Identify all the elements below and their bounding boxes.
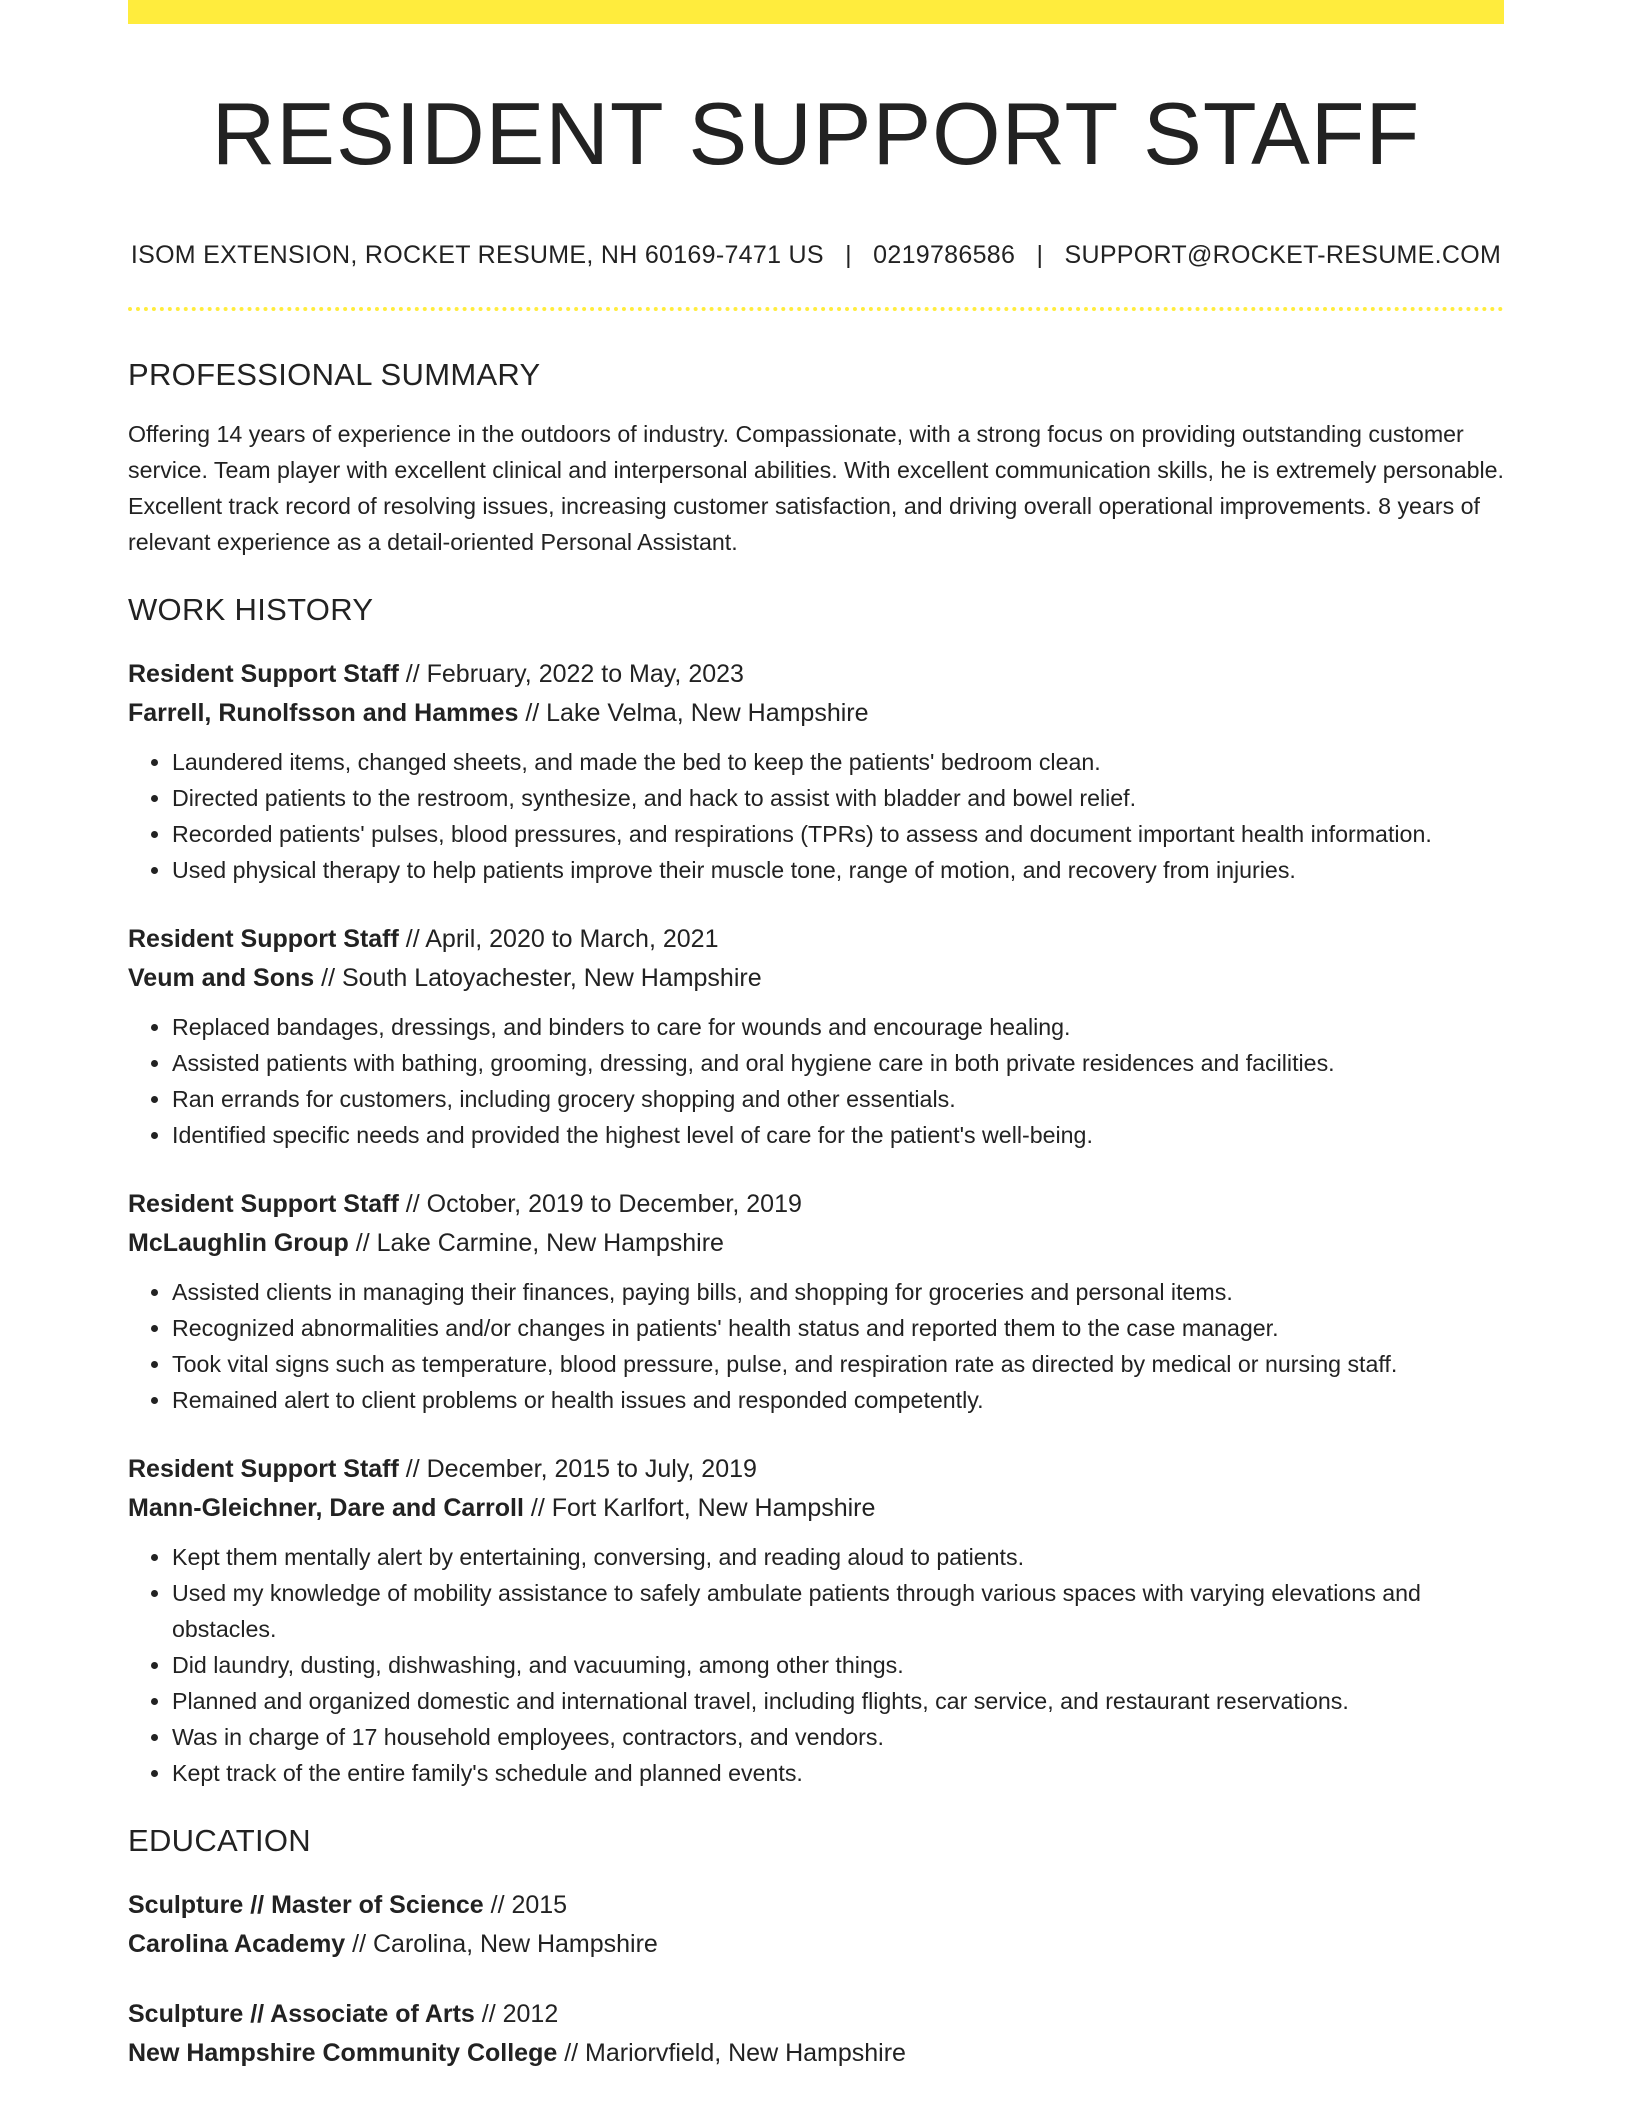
duty-item: • Took vital signs such as temperature, blood pressure, pulse, and respiration rate as directed by medical or nursing staff. xyxy=(172,1346,1504,1382)
duty-item: • Used my knowledge of mobility assistance to safely ambulate patients through various spaces with varying elevations and obstacles. xyxy=(172,1575,1504,1647)
graduation-year: // 2012 xyxy=(474,1999,559,2028)
resume-page xyxy=(128,0,1504,2073)
school-location: // Carolina, New Hampshire xyxy=(345,1929,658,1958)
summary-heading: PROFESSIONAL SUMMARY xyxy=(128,356,541,392)
duty-item: • Ran errands for customers, including grocery shopping and other essentials. xyxy=(172,1081,1504,1117)
job-title-line xyxy=(128,1185,1504,1224)
degree-line xyxy=(128,1995,1504,2034)
degree: Sculpture // Associate of Arts xyxy=(128,1999,475,2028)
duty-item: • Kept track of the entire family's schedule and planned events. xyxy=(172,1755,1504,1791)
job-company: Mann-Gleichner, Dare and Carroll xyxy=(128,1493,524,1522)
job-entry xyxy=(128,1185,1504,1418)
duty-item: • Did laundry, dusting, dishwashing, and vacuuming, among other things. xyxy=(172,1647,1504,1683)
duty-item: • Planned and organized domestic and international travel, including flights, car service, and restaurant reservations. xyxy=(172,1683,1504,1719)
education-entry xyxy=(128,1886,1504,1964)
duty-item: • Assisted clients in managing their finances, paying bills, and shopping for groceries and personal items. xyxy=(172,1274,1504,1310)
job-dates: // February, 2022 to May, 2023 xyxy=(398,659,744,688)
duty-item: • Recognized abnormalities and/or changes in patients' health status and reported them to the case manager. xyxy=(172,1310,1504,1346)
duty-list xyxy=(128,1009,1504,1153)
job-title: Resident Support Staff xyxy=(128,924,399,953)
address: ISOM EXTENSION, ROCKET RESUME, NH 60169-7471 US xyxy=(130,240,824,269)
resume-title: RESIDENT SUPPORT STAFF xyxy=(211,84,1421,183)
job-location: // Lake Carmine, New Hampshire xyxy=(348,1228,724,1257)
job-entry xyxy=(128,920,1504,1153)
duty-item: • Replaced bandages, dressings, and binders to care for wounds and encourage healing. xyxy=(172,1009,1504,1045)
contact-line xyxy=(128,241,1504,270)
job-company-line xyxy=(128,694,1504,733)
duty-item: • Identified specific needs and provided the highest level of care for the patient's well-being. xyxy=(172,1117,1504,1153)
job-dates: // December, 2015 to July, 2019 xyxy=(398,1454,757,1483)
job-entry xyxy=(128,655,1504,888)
school-name: New Hampshire Community College xyxy=(128,2038,558,2067)
duty-list xyxy=(128,1274,1504,1418)
job-location: // South Latoyachester, New Hampshire xyxy=(314,963,762,992)
job-title-line xyxy=(128,920,1504,959)
duty-item: • Remained alert to client problems or health issues and responded competently. xyxy=(172,1382,1504,1418)
job-title: Resident Support Staff xyxy=(128,1454,399,1483)
school-location: // Mariorvfield, New Hampshire xyxy=(557,2038,906,2067)
contact-separator: | xyxy=(845,240,852,269)
phone: 0219786586 xyxy=(873,240,1016,269)
degree-line xyxy=(128,1886,1504,1925)
degree: Sculpture // Master of Science xyxy=(128,1890,484,1919)
duty-list xyxy=(128,1539,1504,1791)
job-title: Resident Support Staff xyxy=(128,659,399,688)
school-line xyxy=(128,2034,1504,2073)
duty-item: • Directed patients to the restroom, synthesize, and hack to assist with bladder and bowel relief. xyxy=(172,780,1504,816)
duty-item: • Kept them mentally alert by entertaining, conversing, and reading aloud to patients. xyxy=(172,1539,1504,1575)
accent-bar xyxy=(128,0,1504,24)
summary-text: Offering 14 years of experience in the outdoors of industry. Compassionate, with a strong focus on providing outstanding customer service. Team player with excellent clinical and interpersonal abilities. With excellent communication skills, he is extremely personable. Excellent track record of resolving issues, increasing customer satisfaction, and driving overall operational improvements. 8 years of relevant experience as a detail-oriented Personal Assistant. xyxy=(128,420,1504,555)
education-entry xyxy=(128,1995,1504,2073)
job-company: McLaughlin Group xyxy=(128,1228,349,1257)
dotted-divider xyxy=(128,307,1504,311)
duty-item: • Used physical therapy to help patients improve their muscle tone, range of motion, and recovery from injuries. xyxy=(172,852,1504,888)
duty-list xyxy=(128,744,1504,888)
duty-item: • Assisted patients with bathing, grooming, dressing, and oral hygiene care in both private residences and facilities. xyxy=(172,1045,1504,1081)
job-company: Veum and Sons xyxy=(128,963,315,992)
job-title: Resident Support Staff xyxy=(128,1189,399,1218)
job-title-line xyxy=(128,655,1504,694)
contact-separator: | xyxy=(1036,240,1044,269)
work-history-heading: WORK HISTORY xyxy=(128,591,374,627)
job-dates: // April, 2020 to March, 2021 xyxy=(398,924,719,953)
job-location: // Fort Karlfort, New Hampshire xyxy=(523,1493,876,1522)
email: SUPPORT@ROCKET-RESUME.COM xyxy=(1064,240,1502,269)
graduation-year: // 2015 xyxy=(483,1890,568,1919)
job-title-line xyxy=(128,1450,1504,1489)
education-heading: EDUCATION xyxy=(128,1822,311,1858)
school-name: Carolina Academy xyxy=(128,1929,346,1958)
job-entry xyxy=(128,1450,1504,1791)
school-line xyxy=(128,1925,1504,1964)
job-location: // Lake Velma, New Hampshire xyxy=(518,698,869,727)
job-company-line xyxy=(128,959,1504,998)
duty-item: • Was in charge of 17 household employees, contractors, and vendors. xyxy=(172,1719,1504,1755)
duty-item: • Recorded patients' pulses, blood pressures, and respirations (TPRs) to assess and document important health information. xyxy=(172,816,1504,852)
job-company-line xyxy=(128,1224,1504,1263)
job-company-line xyxy=(128,1489,1504,1528)
job-company: Farrell, Runolfsson and Hammes xyxy=(128,698,519,727)
duty-item: • Laundered items, changed sheets, and made the bed to keep the patients' bedroom clean. xyxy=(172,744,1504,780)
job-dates: // October, 2019 to December, 2019 xyxy=(398,1189,802,1218)
